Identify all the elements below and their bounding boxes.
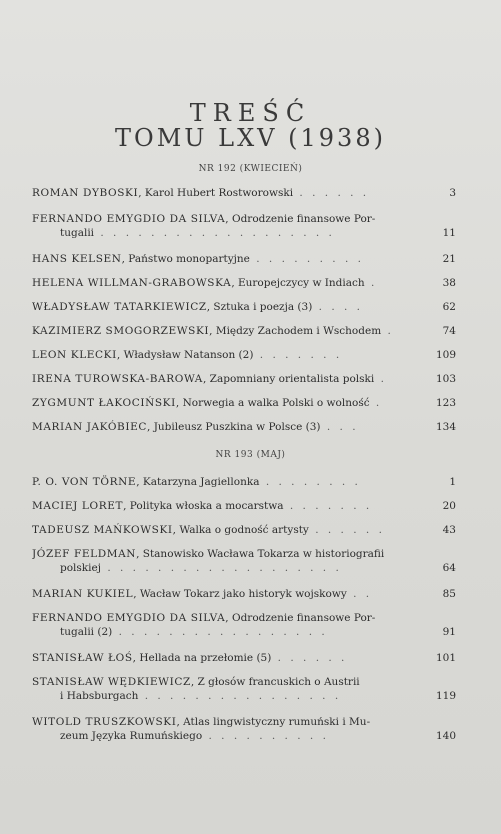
entry-title: , Atlas lingwistyczny rumuński i Mu-: [176, 716, 371, 728]
entry-title: , Stanowisko Wacława Tokarza w historiografii: [136, 548, 385, 560]
entry-page: 3: [449, 187, 456, 199]
entry-author: WITOLD TRUSZKOWSKI: [32, 716, 177, 728]
section-heading: NR 192 (KWIECIEŃ): [198, 164, 303, 174]
toc-entry: MACIEJ LORET, Polityka włoska a mocarstwa . . . . . . . 20: [32, 500, 456, 512]
toc-entry: IRENA TUROWSKA-BAROWA, Zapomniany orientalista polski . 103: [32, 373, 456, 385]
entry-page: 123: [435, 397, 456, 409]
entry-title-cont: i Habsburgach: [60, 690, 139, 702]
entry-author: FERNANDO EMYGDIO DA SILVA: [32, 213, 226, 225]
toc-entry: FERNANDO EMYGDIO DA SILVA, Odrodzenie finansowe Por- tugalii (2) . . . . . . . . . . . . . . . . . 91: [32, 612, 456, 638]
entry-author: P. O. VON TÖRNE: [32, 476, 137, 488]
entry-title: , Polityka włoska a mocarstwa: [123, 500, 284, 512]
entry-page: 91: [442, 626, 456, 638]
entry-title-cont: tugalii: [60, 227, 95, 239]
entry-page: 1: [449, 476, 456, 488]
entry-author: ROMAN DYBOSKI: [32, 187, 139, 199]
entry-author: STANISŁAW ŁOŚ: [32, 652, 133, 664]
entry-author: MACIEJ LORET: [32, 500, 124, 512]
entry-title: , Walka o godność artysty: [172, 524, 309, 536]
entry-page: 11: [442, 227, 456, 239]
entry-author: MARIAN JAKÓBIEC: [32, 421, 148, 433]
toc-entry: LEON KLECKI, Władysław Natanson (2) . . . . . . . 109: [32, 349, 456, 361]
entry-title: , Państwo monopartyjne: [121, 253, 250, 265]
toc-entry: TADEUSZ MAŃKOWSKI, Walka o godność artysty . . . . . . 43: [32, 524, 456, 536]
entry-page: 119: [435, 690, 456, 702]
toc-entry: MARIAN JAKÓBIEC, Jubileusz Puszkina w Polsce (3) . . . 134: [32, 421, 456, 433]
entry-title: , Hellada na przełomie (5): [132, 652, 272, 664]
entry-title: , Między Zachodem i Wschodem: [209, 325, 382, 337]
entry-title: , Odrodzenie finansowe Por-: [225, 612, 376, 624]
entry-author: HELENA WILLMAN-GRABOWSKA: [32, 277, 232, 289]
entry-title: , Norwegia a walka Polski o wolność: [175, 397, 370, 409]
entry-author: ZYGMUNT ŁAKOCIŃSKI: [32, 397, 176, 409]
entry-page: 21: [442, 253, 456, 265]
section-heading: NR 193 (MAJ): [215, 450, 286, 460]
toc-entry: WŁADYSŁAW TATARKIEWICZ, Sztuka i poezja (3) . . . . 62: [32, 301, 456, 313]
entry-page: 109: [435, 349, 456, 361]
toc-entry: KAZIMIERZ SMOGORZEWSKI, Między Zachodem i Wschodem . 74: [32, 325, 456, 337]
toc-entry: HELENA WILLMAN-GRABOWSKA, Europejczycy w Indiach . 38: [32, 277, 456, 289]
entry-author: TADEUSZ MAŃKOWSKI: [32, 524, 173, 536]
toc-entry: WITOLD TRUSZKOWSKI, Atlas lingwistyczny rumuński i Mu- zeum Języka Rumuńskiego . . . . . . . . . . 140: [32, 716, 456, 742]
toc-entry: JÓZEF FELDMAN, Stanowisko Wacława Tokarza w historiografii polskiej . . . . . . . . . . . . . . . . . . . 64: [32, 548, 456, 574]
entry-title: , Z głosów francuskich o Austrii: [190, 676, 360, 688]
entry-page: 64: [442, 562, 456, 574]
entry-page: 62: [442, 301, 456, 313]
entry-page: 103: [435, 373, 456, 385]
entry-page: 74: [442, 325, 456, 337]
toc-entry: FERNANDO EMYGDIO DA SILVA, Odrodzenie finansowe Por- tugalii . . . . . . . . . . . . . . . . . . . 11: [32, 213, 456, 239]
entry-title: , Odrodzenie finansowe Por-: [225, 213, 376, 225]
entry-title: , Europejczycy w Indiach: [231, 277, 365, 289]
entry-page: 85: [442, 588, 456, 600]
entry-page: 140: [435, 730, 456, 742]
entry-page: 101: [435, 652, 456, 664]
entry-title: , Władysław Natanson (2): [116, 349, 254, 361]
entry-title-cont: tugalii (2): [60, 626, 113, 638]
toc-entry: ZYGMUNT ŁAKOCIŃSKI, Norwegia a walka Polski o wolność . 123: [32, 397, 456, 409]
entry-title: , Zapomniany orientalista polski: [203, 373, 375, 385]
entry-title: , Wacław Tokarz jako historyk wojskowy: [133, 588, 347, 600]
entry-title: , Katarzyna Jagiellonka: [136, 476, 260, 488]
entry-page: 43: [442, 524, 456, 536]
toc-entry: P. O. VON TÖRNE, Katarzyna Jagiellonka . . . . . . . . 1: [32, 476, 456, 488]
toc-entry: ROMAN DYBOSKI, Karol Hubert Rostworowski . . . . . . 3: [32, 187, 456, 199]
entry-title: , Karol Hubert Rostworowski: [138, 187, 294, 199]
entry-author: IRENA TUROWSKA-BAROWA: [32, 373, 203, 385]
toc-entry: MARIAN KUKIEL, Wacław Tokarz jako historyk wojskowy . . 85: [32, 588, 456, 600]
entry-title-cont: zeum Języka Rumuńskiego: [60, 730, 203, 742]
toc-entry: HANS KELSEN, Państwo monopartyjne . . . . . . . . . 21: [32, 253, 456, 265]
page-title: TREŚĆ: [189, 99, 312, 127]
entry-page: 20: [442, 500, 456, 512]
entry-author: HANS KELSEN: [32, 253, 122, 265]
entry-title: , Sztuka i poezja (3): [206, 301, 313, 313]
entry-page: 38: [442, 277, 456, 289]
entry-author: WŁADYSŁAW TATARKIEWICZ: [32, 301, 207, 313]
toc-entry: STANISŁAW WĘDKIEWICZ, Z głosów francuskich o Austrii i Habsburgach . . . . . . . . . . . . . . . . 119: [32, 676, 456, 702]
entry-author: FERNANDO EMYGDIO DA SILVA: [32, 612, 226, 624]
entry-author: LEON KLECKI: [32, 349, 117, 361]
entry-author: MARIAN KUKIEL: [32, 588, 134, 600]
entry-author: JÓZEF FELDMAN: [32, 548, 137, 560]
entry-author: KAZIMIERZ SMOGORZEWSKI: [32, 325, 210, 337]
entry-page: 134: [435, 421, 456, 433]
entry-title: , Jubileusz Puszkina w Polsce (3): [147, 421, 321, 433]
entry-author: STANISŁAW WĘDKIEWICZ: [32, 676, 191, 688]
page-subtitle: TOMU LXV (1938): [115, 124, 386, 152]
toc-entry: STANISŁAW ŁOŚ, Hellada na przełomie (5) . . . . . . 101: [32, 652, 456, 664]
entry-title-cont: polskiej: [60, 562, 101, 574]
